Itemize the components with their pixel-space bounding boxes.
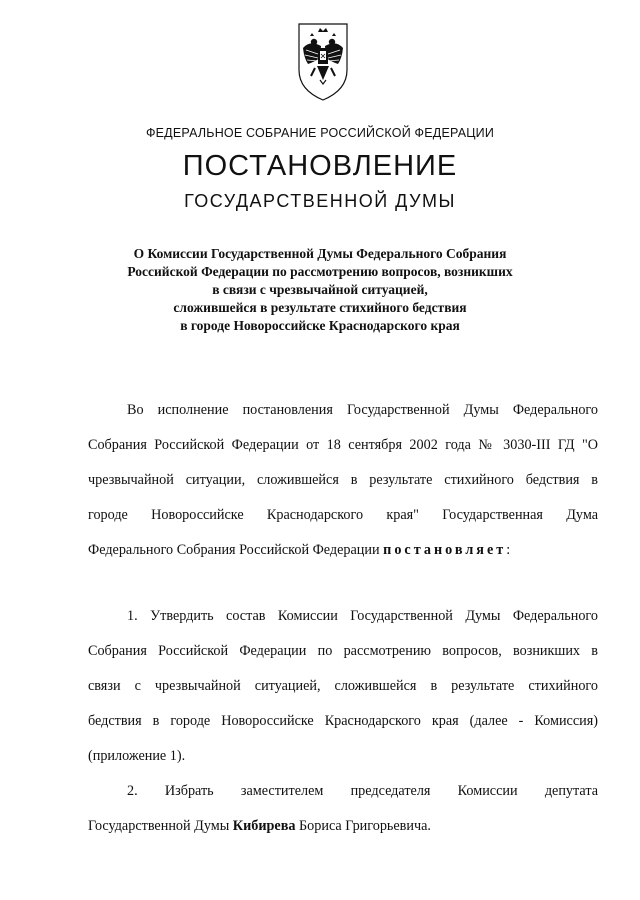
paragraph-line: 1. Утвердить состав Комиссии Государственной Думы Федерального xyxy=(127,608,598,624)
paragraph-line xyxy=(88,533,598,568)
deputy-surname: Кибирева xyxy=(232,818,296,834)
paragraph-line: Собрания Российской Федерации по рассмотрению вопросов, возникших в xyxy=(88,643,598,659)
clause-2-prefix: Государственной Думы xyxy=(88,818,230,834)
resolution-title xyxy=(80,245,560,335)
paragraph-line: городе Новороссийске Краснодарского края" Государственная Дума xyxy=(88,507,598,523)
title-line: в связи с чрезвычайной ситуацией, xyxy=(212,282,428,297)
paragraph-line: (приложение 1). xyxy=(88,748,186,764)
title-line: сложившейся в результате стихийного бедствия xyxy=(173,300,467,315)
paragraph-line: 2. Избрать заместителем председателя Комиссии депутата xyxy=(127,783,598,799)
paragraph-line: бедствия в городе Новороссийске Краснодарского края (далее - Комиссия) xyxy=(88,713,598,729)
clause-2 xyxy=(88,774,598,844)
title-line: О Комиссии Государственной Думы Федерального Собрания xyxy=(133,246,507,261)
paragraph-line xyxy=(88,809,598,844)
document-type-subtitle: ГОСУДАРСТВЕННОЙ ДУМЫ xyxy=(184,191,456,211)
paragraph-line: Собрания Российской Федерации от 18 сентября 2002 года № 3030-III ГД "О xyxy=(88,437,598,453)
document-type-title: ПОСТАНОВЛЕНИЕ xyxy=(182,150,458,182)
issuing-body: ФЕДЕРАЛЬНОЕ СОБРАНИЕ РОССИЙСКОЙ ФЕДЕРАЦИИ xyxy=(145,126,495,140)
decree-word: постановляет xyxy=(383,542,507,558)
title-line: в городе Новороссийске Краснодарского края xyxy=(180,318,460,333)
clause-1 xyxy=(88,599,598,774)
deputy-given-names: Бориса Григорьевича. xyxy=(299,818,431,834)
paragraph-line: Во исполнение постановления Государственной Думы Федерального xyxy=(127,402,598,418)
paragraph-line: связи с чрезвычайной ситуацией, сложившейся в результате стихийного xyxy=(88,678,598,694)
preamble-paragraph xyxy=(88,393,598,568)
russian-coat-of-arms-icon xyxy=(294,18,352,102)
preamble-last-text: Федерального Собрания Российской Федерации xyxy=(88,542,380,558)
decree-colon: : xyxy=(506,542,511,558)
title-line: Российской Федерации по рассмотрению вопросов, возникших xyxy=(127,264,513,279)
paragraph-line: чрезвычайной ситуации, сложившейся в результате стихийного бедствия в xyxy=(88,472,598,488)
